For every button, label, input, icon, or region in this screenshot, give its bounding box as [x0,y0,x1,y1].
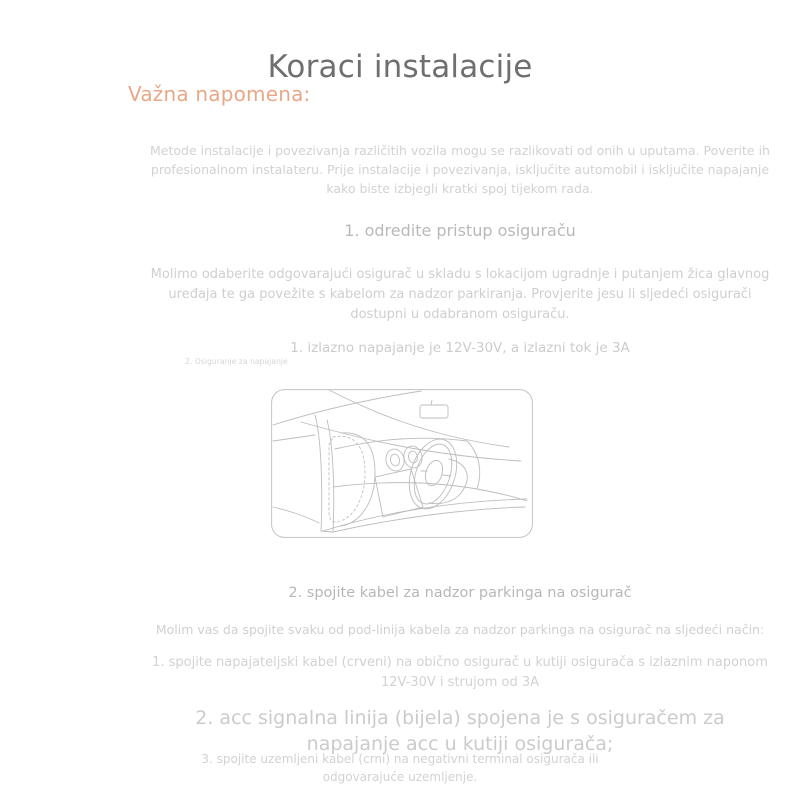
floor-line-2 [333,507,525,532]
car-interior-fuse-location-diagram [271,389,533,538]
console-panel [375,469,423,517]
important-note-body: Metode instalacije i povezivanja različitih vozila mogu se razlikovati od onih u uputama. Poverite ih profesionalnom instalateru. Prije instalacije i povezivanja, isključite automobil i isključite napajanje kako biste izbjegli kratki spoj tijekom rada. [150,142,770,197]
door-lower-line [273,507,319,523]
step-2-heading: 2. spojite kabel za nadzor parkinga na osigurač [288,585,632,602]
step-2-body: Molim vas da spojite svaku od pod-linija kabela za nadzor parkinga na osigurač na sljedeći način: [155,621,765,637]
steering-wheel-inner [407,439,458,508]
important-note-heading: Važna napomena: [128,82,311,106]
fuse-requirement-line-1: 1. izlazno napajanje je 12V-30V, a izlazni tok je 3A [290,339,630,356]
a-pillar-outer [315,415,322,531]
dashboard-front [333,483,477,489]
step-1-body: Molimo odaberite odgovarajući osigurač u skladu s lokacijom ugradnje i putanjem žica glavnog uređaja te ga povežite s kabelom za nadzor parkiranja. Provjerite jesu li sljedeći osigurači dostupni u odabranom osiguraču. [150,267,770,323]
gauge-left [384,447,406,472]
windshield-lower [301,422,521,461]
steering-wheel-spoke-right [442,475,451,476]
dashboard-right-edge [467,441,480,489]
wire-instruction-2: 2. acc signalna linija (bijela) spojena je s osiguračem za napajanje acc u kutiji osigurača; [195,707,725,755]
steering-wheel-outer [401,433,465,515]
rearview-dashcam [420,405,448,418]
fuse-box-dashed-region [329,436,365,522]
wire-instruction-3: 3. spojite uzemljeni kabel (crni) na negativni terminal osigurača ili odgovarajuće uzemljenje. [201,752,599,784]
dashcam-mount [431,400,432,405]
wire-instruction-1: 1. spojite napajateljski kabel (crveni) na obično osigurač u kutiji osigurača s izlaznim naponom 12V-30V i strujom od 3A [152,655,768,691]
step-1-heading: 1. odredite pristup osiguraču [344,221,576,241]
roof-line [273,391,421,425]
diagram-frame [272,390,533,538]
fuse-requirement-line-2: 2. Osiguranje za napajanje [185,356,288,366]
gauge-left-inner [389,453,400,467]
door-top-line [273,435,315,441]
gauge-right-inner [407,450,418,464]
page-title: Koraci instalacije [267,48,533,85]
